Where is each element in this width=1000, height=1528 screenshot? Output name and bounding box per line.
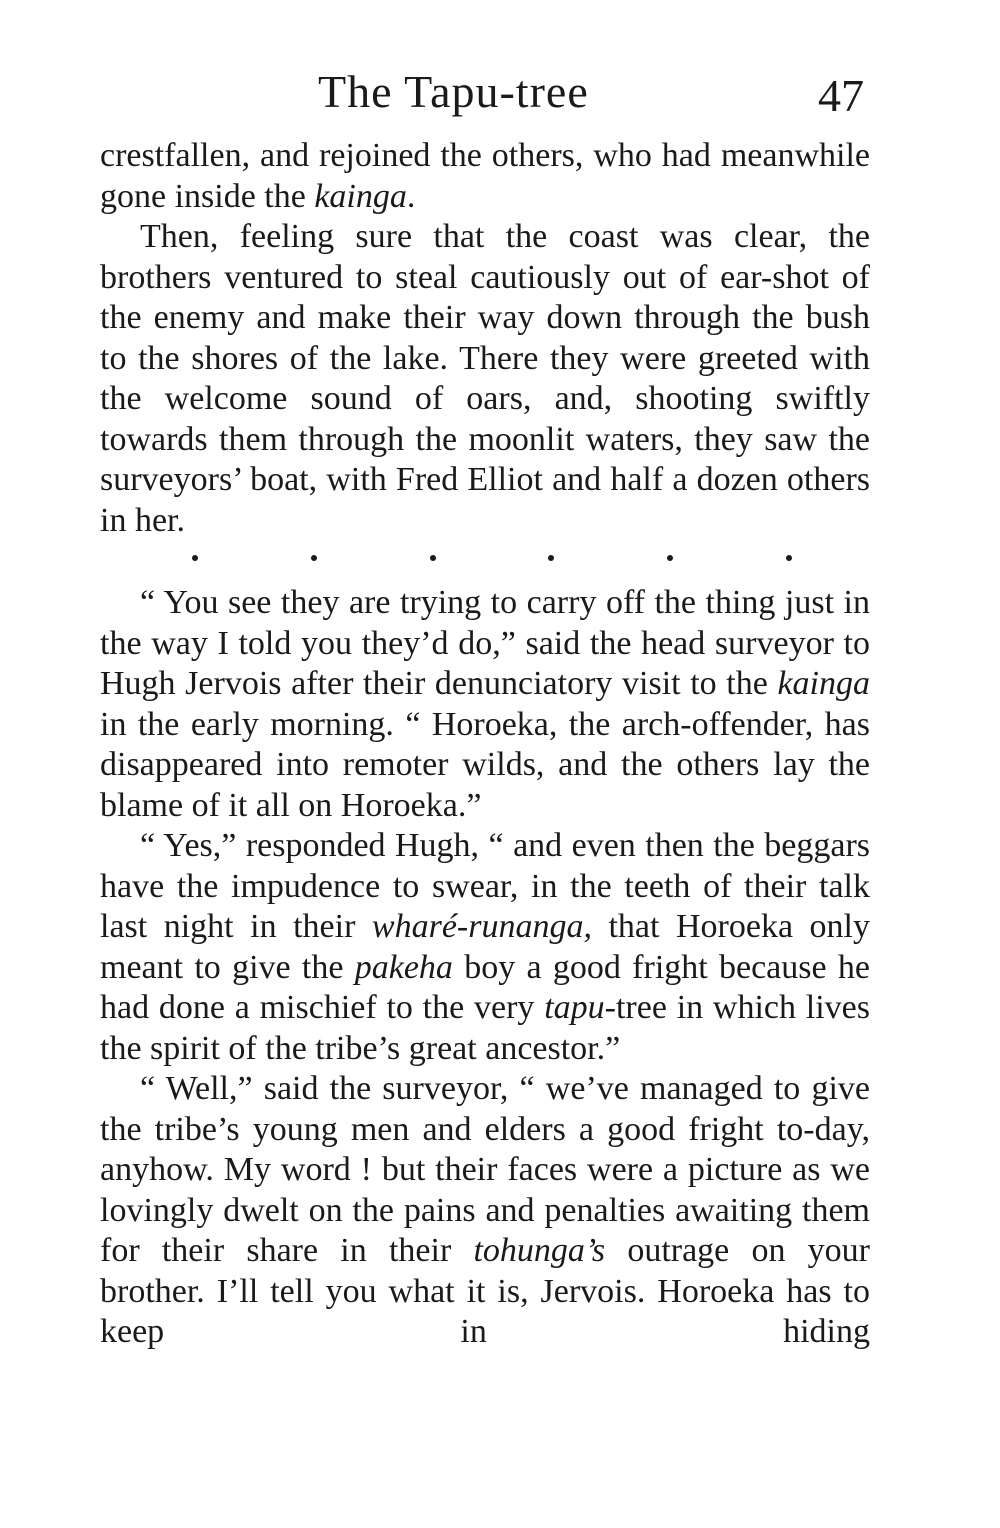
separator-dot — [311, 555, 317, 561]
paragraph-5-text-1: “ Well,” said the surveyor, “ we’ve managed to give the tribe’s young men and elders a good fright to-day, anyhow. My word ! but their faces were a picture as we lovingly dwelt on the pains and penalties awaiting them for their share in their — [100, 1070, 870, 1269]
running-title: The Tapu-tree — [318, 66, 589, 117]
page-number: 47 — [818, 70, 864, 121]
paragraph-1 — [100, 136, 870, 217]
separator-dot — [667, 555, 673, 561]
paragraph-4-text-3: boy a good fright because he had done a mischief to the very — [100, 948, 870, 1026]
paragraph-5-text-2: outrage on your brother. I’ll tell you what it is, Jervois. Horoeka has to keep in hiding — [100, 1232, 871, 1350]
paragraph-4-italic-1: wharé-runanga, — [371, 908, 592, 945]
separator-dot — [786, 555, 792, 561]
separator-dot — [192, 555, 198, 561]
paragraph-4 — [100, 826, 870, 1069]
paragraph-3 — [100, 583, 870, 826]
paragraph-4-italic-3: tapu — [544, 989, 605, 1026]
paragraph-1-italic: kainga — [314, 177, 407, 215]
paragraph-4-text-1: “ Yes,” responded Hugh, “ and even then the beggars have the impudence to swear, in the teeth of their talk last night in their — [100, 827, 870, 945]
paragraph-4-text-4: -tree in which lives the spirit of the tribe’s great ancestor.” — [100, 989, 870, 1067]
running-head — [0, 62, 1000, 122]
paragraph-1-end: . — [406, 177, 416, 215]
separator-dot — [430, 555, 436, 561]
section-separator — [192, 545, 792, 573]
paragraph-5 — [100, 1069, 870, 1353]
paragraph-3-italic: kainga — [777, 665, 870, 702]
paragraph-4-italic-2: pakeha — [354, 948, 453, 986]
paragraph-3-text: “ You see they are trying to carry off the thing just in the way I told you they’d do,” said the head surveyor to Hugh Jervois after their denunciatory visit to the — [100, 584, 870, 702]
separator-dot — [548, 555, 554, 561]
paragraph-2: Then, feeling sure that the coast was clear, the brothers ventured to steal cautiously out of ear-shot of the enemy and make their way down through the bush to the shores of the lake. There they were greeted with the welcome sound of oars, and, shooting swiftly towards them through the moonlit waters, they saw the surveyors’ boat, with Fred Elliot and half a dozen others in her. — [100, 218, 870, 539]
paragraph-1-text: crestfallen, and rejoined the others, who had meanwhile gone inside the — [100, 137, 870, 215]
paragraph-3-end: in the early morning. “ Horoeka, the arch-offender, has disappeared into remoter wilds, and the others lay the blame of it all on Horoeka.” — [100, 705, 870, 824]
body-text — [100, 136, 870, 1353]
paragraph-5-italic: tohunga’s — [473, 1232, 606, 1269]
paragraph-4-text-2: that Horoeka only meant to give the — [100, 908, 870, 986]
